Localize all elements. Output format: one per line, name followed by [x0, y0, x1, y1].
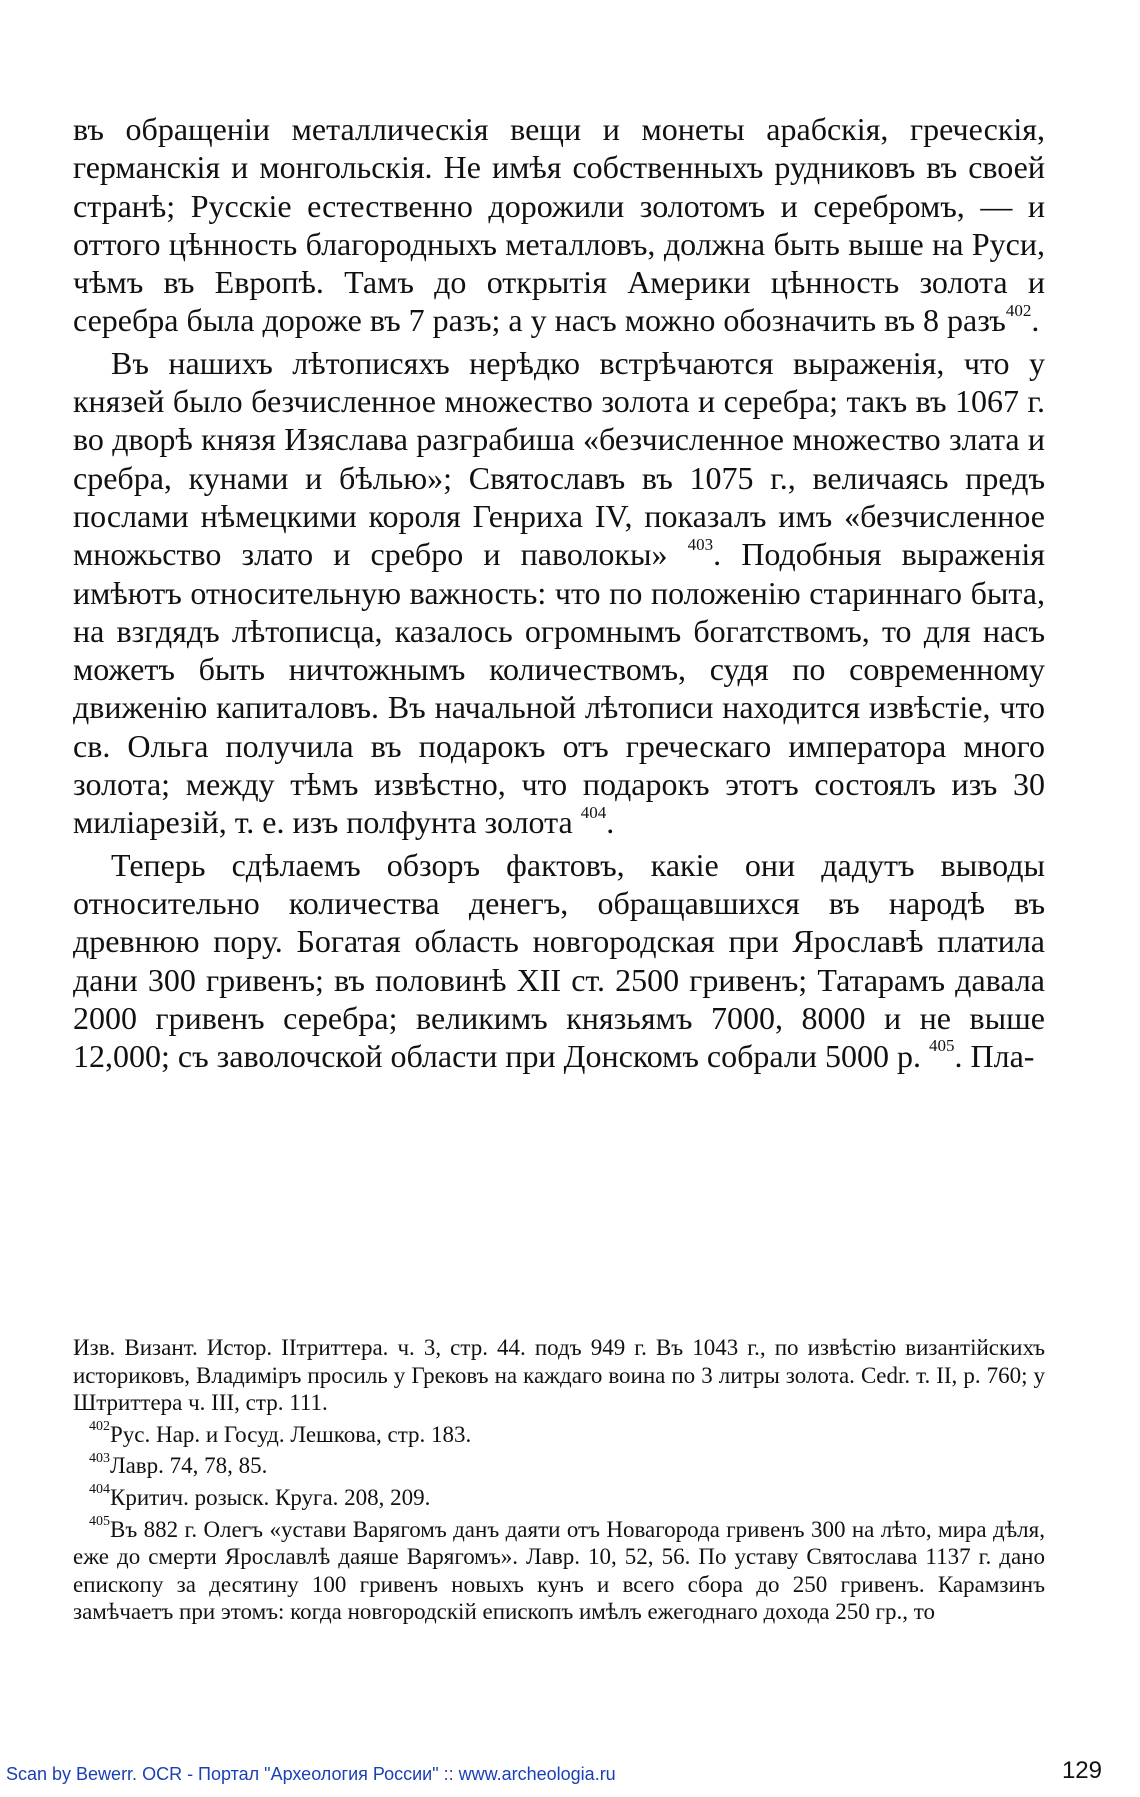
- paragraph-1: въ обращеніи металлическія вещи и монеты арабскія, греческія, германскія и монгольскія. Не имѣя собственныхъ рудниковъ въ своей странѣ; Русскіе естественно дорожили золотомъ и серебромъ, — и оттого цѣнность благородныхъ металловъ, должна быть выше на Руси, чѣмъ въ Европѣ. Тамъ до открытія Америки цѣнность золота и серебра была дороже въ 7 разъ; а у насъ можно обозначить въ 8 разъ$^{402}$.: [73, 111, 1045, 339]
- scan-credit-link[interactable]: Scan by Bewerr. OCR - Портал "Археология России" :: www.archeologia.ru: [6, 1764, 616, 1784]
- footnote-ref-405[interactable]: 405: [928, 1036, 955, 1056]
- footnote-402: $^{402}$Рус. Нар. и Госуд. Лешкова, стр. 183.: [89, 1419, 472, 1447]
- footnote-404: $^{404}$Критич. розыск. Круга. 208, 209.: [89, 1482, 431, 1510]
- footnote-ref-404[interactable]: 404: [580, 802, 607, 822]
- paragraph-2: Въ нашихъ лѣтописяхъ нерѣдко встрѣчаются выраженія, что у князей было безчисленное множество золота и серебра; такъ въ 1067 г. во дворѣ князя Изяслава разграбиша «безчисленное множество злата и сребра, кунами и бѣлью»; Святославъ въ 1075 г., величаясь предъ послами нѣмецкими короля Генриха IV, показалъ имъ «безчисленное множьство злато и сребро и паволокы» $^{403}$. Подобныя выраженія имѣютъ относительную важность: что по положенію стариннаго быта, на взгдядъ лѣтописца, казалось огромнымъ богатствомъ, то для насъ можетъ быть ничтожнымъ количествомъ, судя по современному движенію капиталовъ. Въ начальной лѣтописи находится извѣстіе, что св. Ольга получила въ подарокъ отъ греческаго императора много золота; между тѣмъ извѣстно, что подарокъ этотъ состоялъ изъ 30 миліарезій, т. е. изъ полфунта золота $^{404}$.: [73, 344, 1046, 841]
- footnote-403: $^{403}$Лавр. 74, 78, 85.: [89, 1450, 268, 1479]
- footnote-405: $^{405}$Въ 882 г. Олегъ «устави Варягомъ данъ даяти отъ Новагорода гривенъ 300 на лѣто, мира дѣля, еже до смерти Ярославлѣ даяше Варягомъ». Лавр. 10, 52, 56. По уставу Святослава 1137 г. дано епископу за десятину 100 гривенъ новыхъ кунъ и всего сбора до 250 гривенъ. Карамзинъ замѣчаетъ при этомъ: когда новгородскій епископъ имѣлъ ежегоднаго дохода 250 гр., то: [73, 1513, 1045, 1625]
- footnote-ref-402[interactable]: 402: [1005, 300, 1032, 320]
- footnotes: [73, 1334, 1045, 1626]
- footnote-ref-403[interactable]: 403: [687, 534, 714, 554]
- page-number: 129: [1061, 1757, 1102, 1784]
- paragraph-3: Теперь сдѣлаемъ обзоръ фактовъ, какіе они дадутъ выводы относительно количества денегъ, обращавшихся въ народѣ въ древнюю пору. Богатая область новгородская при Ярославѣ платила дани 300 гривенъ; въ половинѣ XII ст. 2500 гривенъ; Татарамъ давала 2000 гривенъ серебра; великимъ князьямъ 7000, 8000 и не выше 12,000; съ заволочской области при Донскомъ собрали 5000 р. $^{405}$. Пла-: [73, 846, 1045, 1075]
- main-text: [73, 110, 1045, 1075]
- footnote-intro: Изв. Визант. Истор. IIтриттера. ч. 3, стр. 44. подъ 949 г. Въ 1043 г., по извѣстію византійскихъ историковъ, Владиміръ просиль у Грековъ на каждаго воина по 3 литры золота. Cedr. т. II, р. 760; у Штриттера ч. III, стр. 111.: [73, 1335, 1045, 1416]
